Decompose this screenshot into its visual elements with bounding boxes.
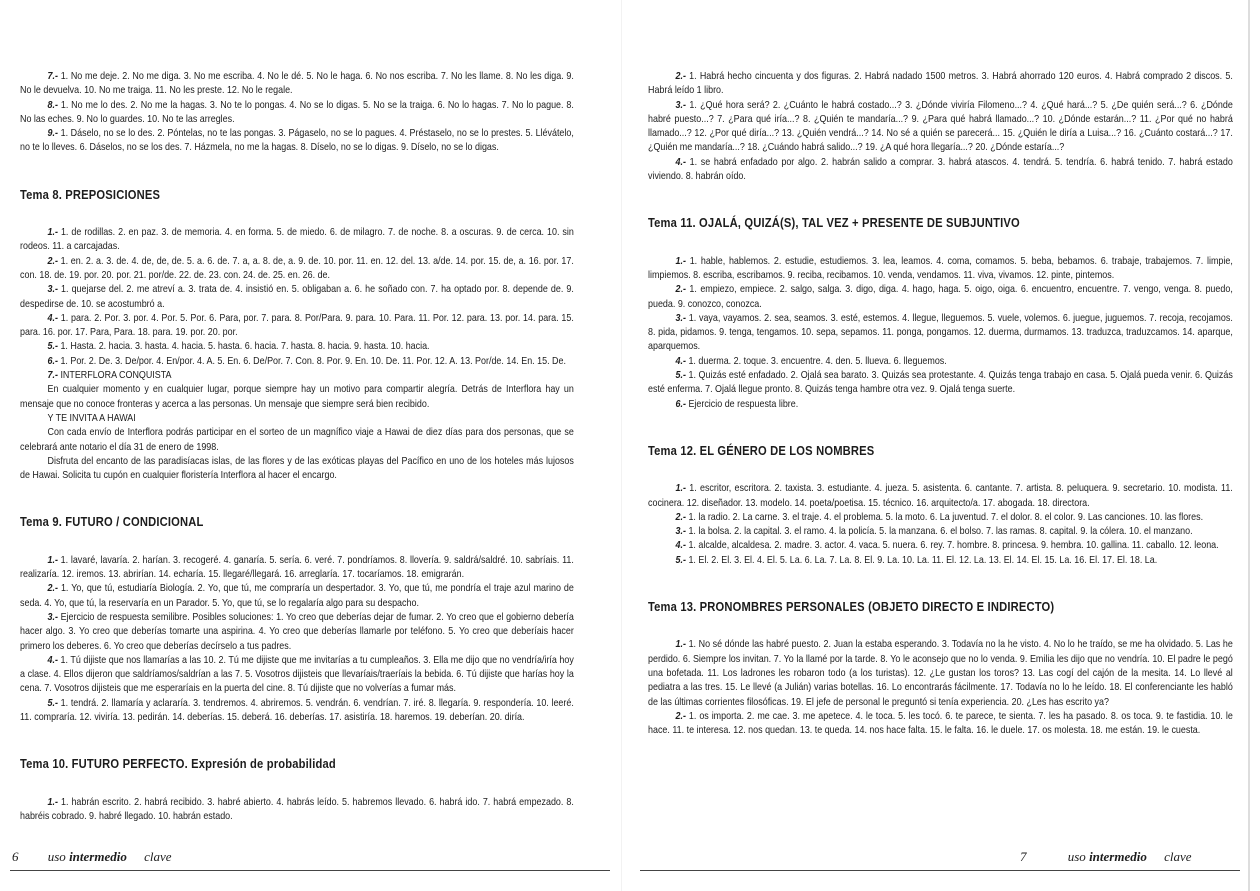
exercise-text: 1. la radio. 2. La carne. 3. el traje. 4. el problema. 5. la moto. 6. La juventud. 7. el dolor. 8. el color. 9. Las canciones. 10. las flores. [688,511,1204,523]
footer-brand [48,849,172,864]
exercise-text: 1. Por. 2. De. 3. De/por. 4. En/por. 4. A. 5. En. 6. De/Por. 7. Con. 8. Por. 9. En. 10. De. 11. Por. 12. A. 13. Por/de. 14. En. 15. De. [60,355,566,367]
brand-intermedio: intermedio [69,849,127,864]
section-heading: Tema 10. FUTURO PERFECTO. Expresión de probabilidad [20,756,336,772]
section-spacer [20,156,574,174]
text-paragraph: Con cada envío de Interflora podrás participar en el sorteo de un magnífico viaje a Hawai de diez días para dos personas, que se celebrará ante notario el día 31 de enero de 1998. [20,427,574,453]
exercise-answer [648,355,1233,369]
exercise-text: 1. El. 2. El. 3. El. 4. El. 5. La. 6. La. 7. La. 8. El. 9. La. 10. La. 11. El. 12. La. 13. El. 14. El. 15. La. 16. El. 17. El. 18. La. [688,554,1158,566]
exercise-number: 5.- [675,370,686,382]
section-heading: Tema 13. PRONOMBRES PERSONALES (OBJETO DIRECTO E INDIRECTO) [648,599,1055,615]
exercise-text: 1. Quizás esté enfadado. 2. Ojalá sea barato. 3. Quizás sea protestante. 4. Quizás tenga trabajo en casa. 5. Ojalá pueda venir. 6. Quizás esté enferma. 7. Ojalá llegue pronto. 8. Quizás tenga hambre otra vez. 9. Ojalá tenga suerte. [648,370,1233,396]
exercise-text: 1. quejarse del. 2. me atreví a. 3. trata de. 4. insistió en. 5. obligaban a. 6. he soñado con. 7. ha optado por. 8. depende de. 9. despedirse de. 10. se acostumbró a. [20,284,574,310]
right-footer-rule [640,870,1240,871]
exercise-number: 1.- [675,255,686,267]
exercise-number: 1.- [47,554,58,566]
exercise-text: 1. Yo, que tú, estudiaría Biología. 2. Yo, que tú, me compraría un despertador. 3. Yo, que tú, me pondría el traje azul marino de seda. 4. Yo, que tú, la reservaría en un Parador. 5. Yo, que tú, se lo regalaría algo para su despacho. [20,583,574,609]
exercise-number: 3.- [675,312,686,324]
left-page [0,0,620,891]
page-gutter [621,0,622,891]
exercise-number: 9.- [47,128,58,140]
exercise-number: 4.- [675,156,686,168]
exercise-answer [648,482,1233,511]
exercise-text: 1. hable, hablemos. 2. estudie, estudiemos. 3. lea, leamos. 4. coma, comamos. 5. beba, bebamos. 6. trabaje, trabajemos. 7. limpie, limpiemos. 8. escriba, escribamos. 9. reciba, recibamos. 10. venda, vendamos. 11. viva, vivamos. 12. pinte, pintemos. [648,255,1233,281]
exercise-text: 1. tendrá. 2. llamaría y aclararía. 3. tendremos. 4. abriremos. 5. vendrán. 6. vendrían. 7. iré. 8. llegaría. 9. respondería. 10. leeré. 11. compraría. 12. viviría. 13. pedirán. 14. deberías. 15. deberá. 16. deberías. 17. asistiría. 18. haremos. 19. deberían. 20. diría. [20,697,574,723]
exercise-number: 2.- [47,255,58,267]
exercise-answer [648,283,1233,312]
exercise-number: 1.- [675,639,686,651]
exercise-text: 1. para. 2. Por. 3. por. 4. Por. 5. Por. 6. Para, por. 7. para. 8. Por/Para. 9. para. 10. Para. 11. Por. 12. para. 13. por. 14. para. 15. para. 16. por. 17. Para, Para. 18. para. 19. por. 20. por. [20,312,574,339]
exercise-number: 4.- [47,312,58,324]
exercise-number: 2.- [675,511,686,523]
exercise-answer [20,226,574,255]
exercise-number: 3.- [675,526,686,538]
section-heading: Tema 12. EL GÉNERO DE LOS NOMBRES [648,442,875,458]
section-spacer [648,568,1233,586]
exercise-answer [648,99,1233,156]
exercise-text: 1. Hasta. 2. hacia. 3. hasta. 4. hacia. 5. hasta. 6. hacia. 7. hasta. 8. hacia. 9. hasta. 10. hacia. [60,341,430,353]
exercise-number: 2.- [47,583,58,595]
exercise-number: 5.- [675,554,686,566]
exercise-text: 1. Habrá hecho cincuenta y dos figuras. 2. Habrá nadado 1500 metros. 3. Habrá ahorrado 120 euros. 4. Habrá comprado 2 discos. 5. Habrá leído 1 libro. [648,71,1233,97]
exercise-text: 1. duerma. 2. toque. 3. encuentre. 4. den. 5. llueva. 6. lleguemos. [688,355,947,367]
brand-clave: clave [1164,849,1192,864]
brand-clave: clave [144,849,172,864]
left-page-content [20,70,574,824]
right-page-content [648,70,1233,738]
exercise-answer [20,312,574,341]
exercise-answer [648,156,1233,185]
exercise-number: 5.- [47,697,58,709]
exercise-answer [648,255,1233,284]
section-heading: Tema 8. PREPOSICIONES [20,186,161,202]
exercise-text: 1. Dáselo, no se lo des. 2. Póntelas, no te las pongas. 3. Págaselo, no se lo pagues. 4. Préstaselo, no se lo prestes. 5. Llévátelo, no te lo lleves. 6. Dáselos, no se los des. 7. Házmela, no me la hagas. 8. Díselo, no se lo digas. 9. Díselo, no se lo digas. [20,128,574,154]
left-footer-rule [10,870,610,871]
exercise-number: 7.- [47,370,58,382]
exercise-answer [20,283,574,312]
exercise-answer [648,398,1233,412]
page-number: 6 [12,849,19,864]
exercise-text: 1. vaya, vayamos. 2. sea, seamos. 3. esté, estemos. 4. llegue, lleguemos. 5. vuele, volemos. 6. juegue, juguemos. 7. recoja, recojamos. 8. pida, pidamos. 9. tenga, tengamos. 10. sepa, sepamos. 11. ponga, pongamos. 12. duerma, durmamos. 13. traduzca, traduzcamos. 14. aparque, aparquemos. [648,312,1233,353]
exercise-answer [20,582,574,611]
section-spacer [20,483,574,501]
exercise-answer [648,70,1233,99]
right-footer [1020,849,1192,865]
exercise-number: 3.- [47,284,58,296]
exercise-number: 8.- [47,99,58,111]
page-number: 7 [1020,849,1027,864]
exercise-text: 1. os importa. 2. me cae. 3. me apetece. 4. le toca. 5. les tocó. 6. te parece, te sienta. 7. les ha pasado. 8. os toca. 9. te fastidia. 10. le hace. 11. te interesa. 12. nos quedan. 13. te queda. 14. nos hace falta. 15. le falta. 16. le duele. 17. os molesta. 18. me están. 19. le cuesta. [648,710,1233,737]
exercise-text: 1. la bolsa. 2. la capital. 3. el ramo. 4. la policía. 5. la manzana. 6. el bolso. 7. las ramas. 8. capital. 9. la cólera. 10. el manzano. [688,526,1193,538]
exercise-text: INTERFLORA CONQUISTA [60,370,172,382]
exercise-text: Ejercicio de respuesta libre. [688,398,799,410]
text-paragraph: Disfruta del encanto de las paradisíacas islas, de las flores y de las exóticas playas del Pacífico en uno de los hoteles más lujosos de Hawai. Solicita tu cupón en cualquier floristería Interflora al hacer el encargo. [20,455,574,482]
page-edge [1248,0,1250,891]
exercise-answer [20,127,574,156]
exercise-text: 1. No me lo des. 2. No me la hagas. 3. No te lo pongas. 4. No se lo digas. 5. No se la traiga. 6. No lo hagas. 7. No lo pague. 8. No las eches. 9. No lo guardes. 10. No te las arregles. [20,99,574,125]
exercise-answer [20,255,574,284]
exercise-answer [648,638,1233,709]
exercise-answer [20,340,574,354]
exercise-text: 1. en. 2. a. 3. de. 4. de, de, de. 5. a. 6. de. 7. a, a. 8. de, a. 9. de. 10. por. 11. en. 12. del. 13. a/de. 14. por. 15. de, a. 16. por. 17. con. 18. de. 19. por. 20. por. 21. por/de. 22. de. 23. con. 24. de. 25. en. 26. de. [20,255,574,281]
exercise-answer [648,511,1233,525]
exercise-number: 5.- [47,341,58,353]
exercise-answer [20,611,574,654]
exercise-number: 1.- [47,796,58,808]
section-heading: Tema 9. FUTURO / CONDICIONAL [20,514,204,530]
exercise-text: 1. Tú dijiste que nos llamarías a las 10. 2. Tú me dijiste que me invitarías a tu cumpleaños. 3. Ella me dijo que no vendría/iría hoy a clase. 4. Ellos dijeron que saldríamos/saldrían a las 7. 5. Vosotros dijisteis que llevaríais/traeríais la bebida. 6. Tú dijiste que harías hoy la cena. 7. Vosotros dijisteis que me esperaríais en la puerta del cine. 8. Tú dijiste que no volverías a fumar más. [20,654,574,695]
exercise-answer [20,355,574,369]
exercise-text: 1. lavaré, lavaría. 2. harían. 3. recogeré. 4. ganaría. 5. sería. 6. veré. 7. pondríamos. 8. llovería. 9. saldrá/saldré. 10. sabríais. 11. realizaría. 12. iremos. 13. abrirían. 14. echaría. 15. llegaré/llegará. 16. arreglaría. 17. tocaríamos. 18. emigrarán. [20,554,574,581]
exercise-number: 4.- [47,654,58,666]
exercise-answer [648,312,1233,355]
section-heading: Tema 11. OJALÁ, QUIZÁ(S), TAL VEZ + PRESENTE DE SUBJUNTIVO [648,215,1020,231]
exercise-text: 1. habrán escrito. 2. habrá recibido. 3. habré abierto. 4. habrás leído. 5. habremos llevado. 6. habrá ido. 7. habrá empezado. 8. habréis cobrado. 9. habré llegado. 10. habrán estado. [20,796,574,822]
text-paragraph: Y TE INVITA A HAWAI [47,412,136,424]
exercise-answer [648,369,1233,398]
exercise-number: 2.- [675,71,686,82]
exercise-answer [648,539,1233,553]
exercise-answer [20,369,574,383]
text-paragraph: En cualquier momento y en cualquier lugar, porque siempre hay un motivo para compartir alegría. Detrás de Interflora hay un mensaje que no conoce fronteras y acerca a las personas. Un mensaje que siempre será bien recibido. [20,384,574,410]
exercise-answer [20,796,574,825]
brand-uso: uso [1067,849,1086,864]
exercise-answer [20,554,574,583]
exercise-answer [648,710,1233,739]
exercise-text: 1. No me deje. 2. No me diga. 3. No me escriba. 4. No le dé. 5. No le haga. 6. No nos escriba. 7. No les llame. 8. No les diga. 9. No le devuelva. 10. No me traiga. 11. No les preste. 12. No le regale. [20,71,574,97]
section-spacer [648,412,1233,430]
exercise-answer [20,70,574,99]
exercise-number: 1.- [47,227,58,239]
footer-brand [1068,849,1192,864]
exercise-text: 1. alcalde, alcaldesa. 2. madre. 3. actor. 4. vaca. 5. nuera. 6. rey. 7. hombre. 8. princesa. 9. hembra. 10. gallina. 11. caballo. 12. leona. [688,540,1219,552]
exercise-number: 6.- [675,398,686,410]
exercise-text: 1. empiezo, empiece. 2. salgo, salga. 3. digo, diga. 4. hago, haga. 5. oigo, oiga. 6. encuentro, encuentre. 7. vengo, venga. 8. puedo, pueda. 9. conozco, conozca. [648,284,1233,310]
section-spacer [648,184,1233,202]
exercise-number: 3.- [47,611,58,623]
brand-intermedio: intermedio [1089,849,1147,864]
exercise-text: 1. de rodillas. 2. en paz. 3. de memoria. 4. en forma. 5. de miedo. 6. de milagro. 7. de noche. 8. a oscuras. 9. de cerca. 10. sin rodeos. 11. a carcajadas. [20,227,574,253]
exercise-answer [20,99,574,128]
section-spacer [20,725,574,743]
exercise-number: 4.- [675,355,686,367]
exercise-text: 1. escritor, escritora. 2. taxista. 3. estudiante. 4. jueza. 5. asistenta. 6. cantante. 7. artista. 8. peluquera. 9. secretario. 10. modista. 11. cocinera. 12. diseñador. 13. modelo. 14. poeta/poetisa. 15. técnico. 16. arquitecto/a. 17. abogada. 18. directora. [648,483,1233,509]
exercise-number: 2.- [675,710,686,722]
exercise-answer [648,525,1233,539]
brand-uso: uso [47,849,66,864]
exercise-number: 1.- [675,483,686,495]
exercise-number: 3.- [675,99,686,111]
exercise-text: 1. ¿Qué hora será? 2. ¿Cuánto le habrá costado...? 3. ¿Dónde viviría Filomeno...? 4. ¿Qué hará...? 5. ¿De quién será...? 6. ¿Dónde habré puesto...? 7. ¿Para qué iría...? 8. ¿Quién te mandaría...? 9. ¿Para qué habrá llamado...? 10. ¿Dónde estarán...? 11. ¿Por qué no habrá llamado...? 12. ¿Por qué diría...? 13. ¿Quién vendrá...? 14. No sé a quién se parecerá... 15. ¿Quién le diría a Luisa...? 16. ¿Cuánto costará...? 17. ¿Quién me mandaría...? 18. ¿Cuándo habrá salido...? 19. ¿A qué hora llegaría...? 20. ¿Dónde estaría...? [648,99,1233,154]
left-footer [12,849,172,865]
exercise-number: 7.- [47,71,58,82]
exercise-text: Ejercicio de respuesta semilibre. Posibles soluciones: 1. Yo creo que deberías dejar de fumar. 2. Yo creo que el gobierno debería hacer algo. 3. Yo creo que deberías tomarte una aspirina. 4. Yo creo que deberías llamarle por teléfono. 5. Yo creo que deberíais hacer primero los deberes. 6. Yo creo que deberías decírselo a tus padres. [20,611,574,652]
exercise-number: 2.- [675,284,686,296]
exercise-answer [20,654,574,697]
exercise-number: 6.- [47,355,58,367]
exercise-text: 1. No sé dónde las habré puesto. 2. Juan la estaba esperando. 3. Todavía no la he visto. 4. No lo he traído, se me ha olvidado. 5. Las he perdido. 6. Siempre los invitan. 7. Yo la llamé por la tarde. 8. Yo le aconsejo que no lo venda. 9. Emilia les dijo que no vendría. 10. El padre le pegó una bofetada. 11. Los ladrones les robaron todo (a los turistas). 12. ¿Le gustan los toros? 13. Las cogí del cajón de la mesita. 14. Lo llevé al pediatra a las tres. 15. Le llevé (a Julián) varias botellas. 16. Lo encontrarás fácilmente. 17. Todavía no lo he leído. 18. El conferenciante les habló de las últimas corrientes filosóficas. 19. El jefe de personal le preguntó si tenía experiencia. 20. ¿Les has escrito ya? [648,639,1233,708]
exercise-number: 4.- [675,540,686,552]
exercise-answer [20,697,574,726]
exercise-answer [648,554,1233,568]
right-page [630,0,1260,891]
exercise-text: 1. se habrá enfadado por algo. 2. habrán salido a comprar. 3. habrá atascos. 4. tendrá. 5. tendría. 6. habrá tenido. 7. habrá estado viviendo. 8. habrán oído. [648,156,1233,183]
